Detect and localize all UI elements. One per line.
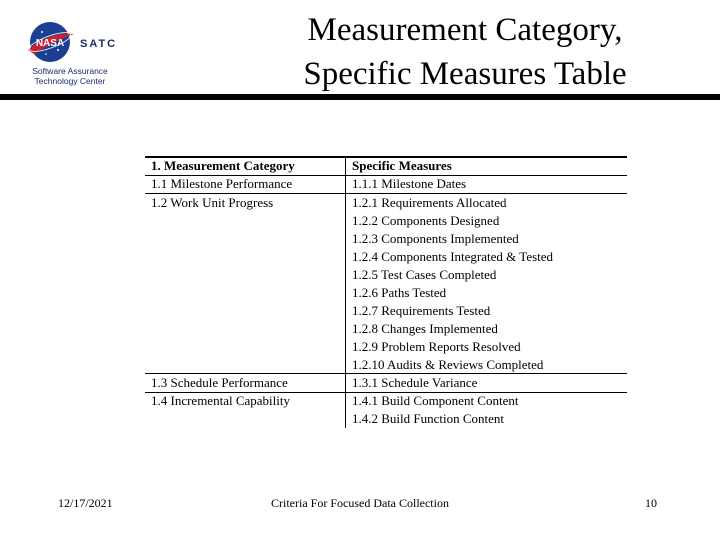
measure-cell: 1.2.7 Requirements Tested xyxy=(352,303,491,318)
table-row xyxy=(145,338,627,356)
footer-title: Criteria For Focused Data Collection xyxy=(271,496,449,510)
measure-cell: 1.1.1 Milestone Dates xyxy=(352,176,467,191)
table-row xyxy=(145,194,627,212)
measure-cell: 1.2.9 Problem Reports Resolved xyxy=(352,339,521,354)
measure-cell: 1.3.1 Schedule Variance xyxy=(352,375,478,390)
table-row xyxy=(145,374,627,392)
title-line-2: Specific Measures Table xyxy=(303,56,627,92)
measure-cell: 1.2.8 Changes Implemented xyxy=(352,321,498,336)
table-row xyxy=(145,248,627,266)
table-row xyxy=(145,175,627,193)
nasa-satc-logo-graphic xyxy=(20,14,124,90)
measures-table xyxy=(145,156,627,428)
header-measures: Specific Measures xyxy=(352,158,452,173)
table-row xyxy=(145,302,627,320)
measure-cell: 1.2.4 Components Integrated & Tested xyxy=(352,249,554,264)
page-number: 10 xyxy=(645,496,657,510)
table-row xyxy=(145,212,627,230)
table-row xyxy=(145,320,627,338)
logo-line1: Software Assurance xyxy=(32,66,108,76)
category-cell: 1.4 Incremental Capability xyxy=(151,393,290,408)
table-row xyxy=(145,230,627,248)
nasa-wordmark: NASA xyxy=(35,38,65,49)
footer-date: 12/17/2021 xyxy=(58,496,113,510)
measure-cell: 1.2.10 Audits & Reviews Completed xyxy=(352,357,544,372)
header-category: 1. Measurement Category xyxy=(151,158,295,173)
table-row xyxy=(145,392,627,410)
table-row xyxy=(145,410,627,428)
satc-abbrev: SATC xyxy=(80,38,118,50)
measure-cell: 1.2.5 Test Cases Completed xyxy=(352,267,497,282)
measure-cell: 1.2.6 Paths Tested xyxy=(352,285,447,300)
measure-cell: 1.2.1 Requirements Allocated xyxy=(352,195,507,210)
measure-cell: 1.2.3 Components Implemented xyxy=(352,231,519,246)
satc-logo xyxy=(20,14,124,90)
category-cell: 1.1 Milestone Performance xyxy=(151,176,293,191)
measure-cell: 1.4.1 Build Component Content xyxy=(352,393,519,408)
logo-line2: Technology Center xyxy=(34,76,106,86)
table-row xyxy=(145,284,627,302)
table-row xyxy=(145,356,627,374)
table-header-row xyxy=(145,157,627,175)
title-line-1: Measurement Category, xyxy=(307,12,623,48)
title-divider xyxy=(0,94,720,100)
slide-title xyxy=(250,8,680,96)
measure-cell: 1.2.2 Components Designed xyxy=(352,213,500,228)
category-cell: 1.2 Work Unit Progress xyxy=(151,195,274,210)
measure-cell: 1.4.2 Build Function Content xyxy=(352,411,505,426)
table-row xyxy=(145,266,627,284)
category-cell: 1.3 Schedule Performance xyxy=(151,375,288,390)
